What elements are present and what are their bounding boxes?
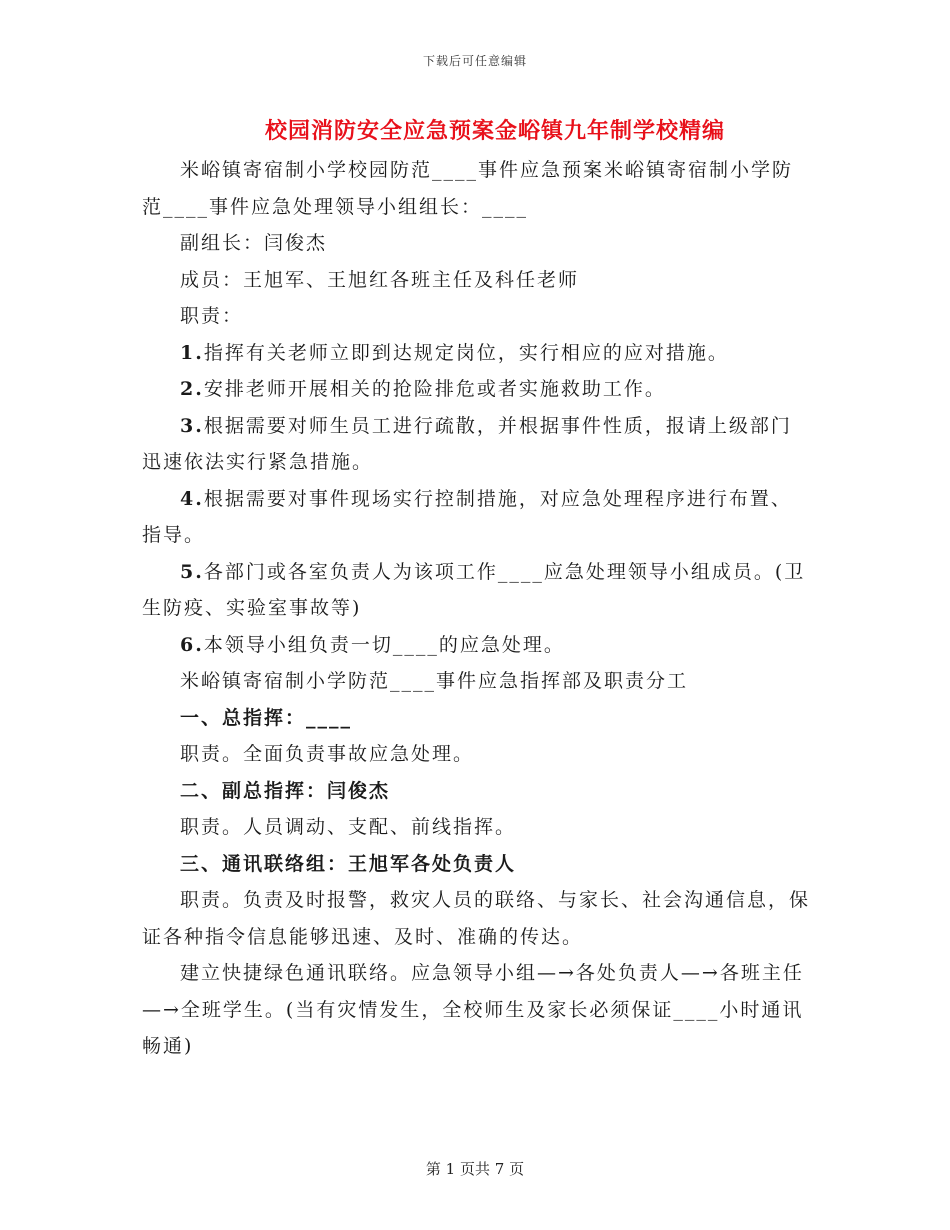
list-item-2 xyxy=(142,371,812,408)
paragraph-text: 成员：王旭军、王旭红各班主任及科任老师 xyxy=(180,268,580,291)
paragraph-deputy-leader xyxy=(142,225,812,262)
paragraph-text: 米峪镇寄宿制小学校园防范____事件应急预案米峪镇寄宿制小学防范____事件应急处理领导小组组长：____ xyxy=(142,159,794,218)
section-extra-communication: 建立快捷绿色通讯联络。应急领导小组—→各处负责人—→各班主任—→全班学生。(当有灾情发生，全校师生及家长必须保证____小时通讯畅通) xyxy=(142,962,804,1057)
list-text: 指挥有关老师立即到达规定岗位，实行相应的应对措施。 xyxy=(203,341,729,364)
section-heading-commander: 一、总指挥：____ xyxy=(180,706,353,729)
paragraph-command-intro xyxy=(142,663,812,700)
paragraph-intro xyxy=(142,152,812,225)
list-item-4 xyxy=(142,481,812,554)
paragraph-duties-label xyxy=(142,298,812,335)
list-number: 1. xyxy=(180,341,204,364)
list-item-3 xyxy=(142,408,812,481)
section-duty-commander: 职责。全面负责事故应急处理。 xyxy=(180,743,475,765)
section-duty-communication: 职责。负责及时报警，救灾人员的联络、与家长、社会沟通信息，保证各种指令信息能够迅速、及时、准确的传达。 xyxy=(142,889,811,948)
list-text: 根据需要对师生员工进行疏散，并根据事件性质，报请上级部门迅速依法实行紧急措施。 xyxy=(142,414,792,473)
page-indicator: 第 1 页共 7 页 xyxy=(425,1160,525,1178)
list-number: 2. xyxy=(180,378,204,400)
paragraph-text: 职责： xyxy=(180,305,244,327)
paragraph-text: 副组长：闫俊杰 xyxy=(180,232,328,254)
list-number: 4. xyxy=(180,487,204,510)
list-number: 3. xyxy=(180,414,204,437)
document-body xyxy=(142,152,812,1065)
paragraph-members xyxy=(142,262,812,299)
section-duty-deputy-commander: 职责。人员调动、支配、前线指挥。 xyxy=(180,816,517,838)
list-item-5 xyxy=(142,554,812,627)
list-item-6 xyxy=(142,627,812,664)
list-number: 5. xyxy=(180,560,204,583)
header-note: 下载后可任意编辑 xyxy=(422,54,527,68)
section-heading-deputy-commander: 二、副总指挥：闫俊杰 xyxy=(180,779,391,802)
list-text: 本领导小组负责一切____的应急处理。 xyxy=(203,633,565,656)
section-heading-communication: 三、通讯联络组：王旭军各处负责人 xyxy=(180,852,517,875)
list-text: 安排老师开展相关的抢险排危或者实施救助工作。 xyxy=(203,378,666,400)
paragraph-text: 米峪镇寄宿制小学防范____事件应急指挥部及职责分工 xyxy=(180,670,689,692)
list-text: 各部门或各室负责人为该项工作____应急处理领导小组成员。(卫生防疫、实验室事故等) xyxy=(142,560,806,619)
list-text: 根据需要对事件现场实行控制措施，对应急处理程序进行布置、指导。 xyxy=(142,487,792,546)
list-item-1 xyxy=(142,335,812,372)
list-number: 6. xyxy=(180,633,204,656)
document-title: 校园消防安全应急预案金峪镇九年制学校精编 xyxy=(264,118,725,144)
